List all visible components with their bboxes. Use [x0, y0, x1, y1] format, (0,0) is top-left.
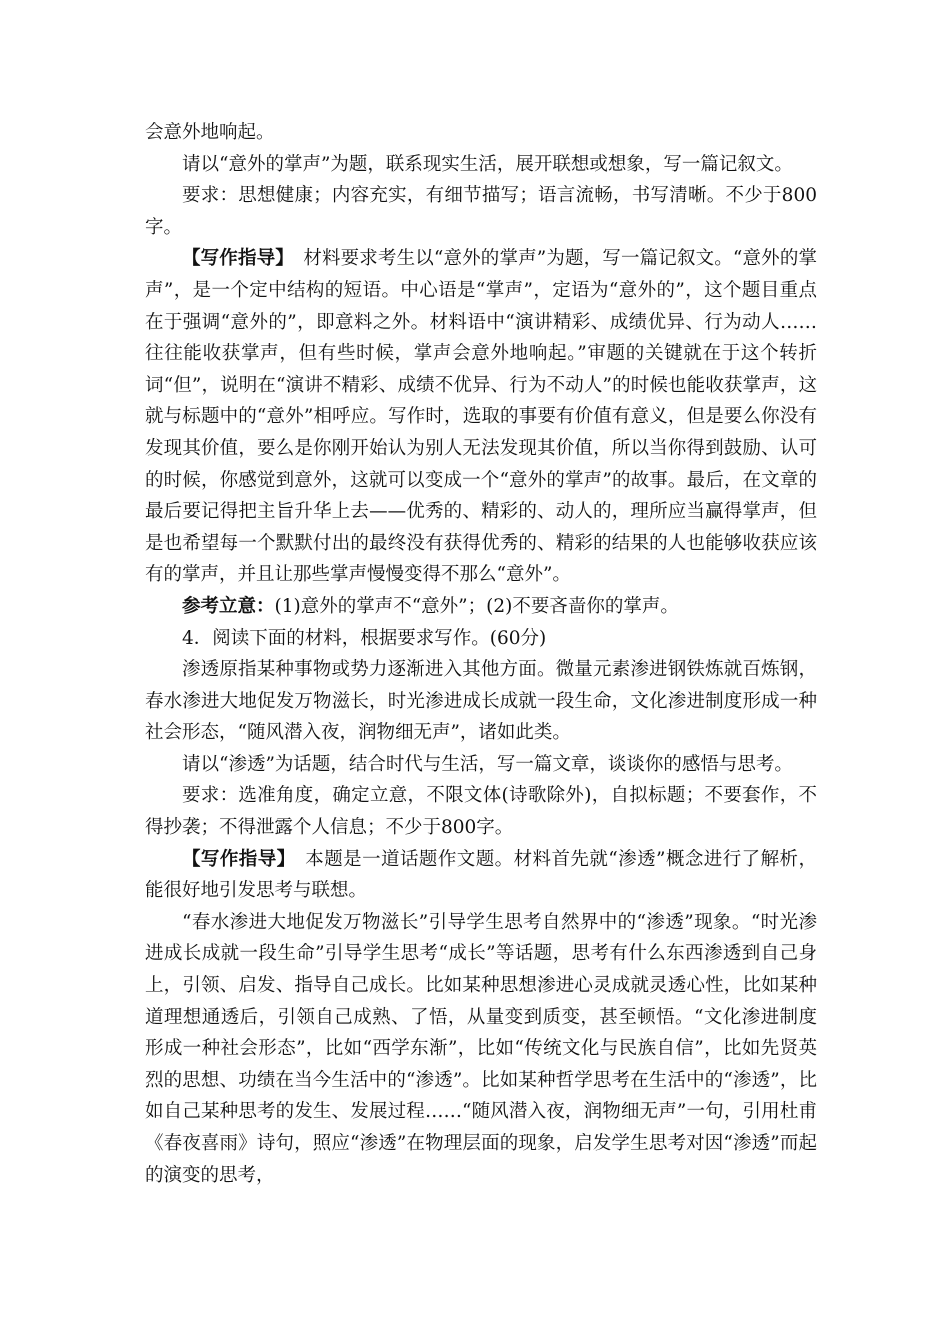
paragraph-requirements-2: 要求：选准角度，确定立意，不限文体(诗歌除外)，自拟标题；不要套作，不得抄袭；不得泄露个人信息；不少于800字。	[145, 785, 817, 839]
document-body	[145, 117, 817, 1191]
reference-idea-label: 参考立意：	[182, 595, 275, 617]
paragraph-material: 渗透原指某种事物或势力逐渐进入其他方面。微量元素渗进钢铁炼就百炼钢，春水渗进大地促发万物滋长，时光渗进成长成就一段生命，文化渗进制度形成一种社会形态，“随风潜入夜，润物细无声”，诸如此类。	[145, 659, 817, 744]
paragraph-guidance-1	[145, 243, 817, 591]
paragraph-continuation: 会意外地响起。	[145, 122, 275, 143]
reference-idea-text: (1)意外的掌声不“意外”；(2)不要吝啬你的掌声。	[274, 595, 679, 617]
guidance-text: 本题是一道话题作文题。材料首先就“渗透”概念进行了解析，能很好地引发思考与联想。	[145, 848, 817, 902]
paragraph-guidance-2	[145, 844, 817, 907]
paragraph-analysis: “春水渗进大地促发万物滋长”引导学生思考自然界中的“渗透”现象。“时光渗进成长成就一段生命”引导学生思考“成长”等话题，思考有什么东西渗透到自己身上，引领、启发、指导自己成长。比如某种思想渗进心灵成就灵透心性，比如某种道理想通透后，引领自己成熟、了悟，从量变到质变，甚至顿悟。“文化渗进制度形成一种社会形态”，比如“西学东渐”，比如“传统文化与民族自信”，比如先贤英烈的思想、功绩在当今生活中的“渗透”。比如某种哲学思考在生活中的“渗透”，比如自己某种思考的发生、发展过程……“随风潜入夜，润物细无声”一句，引用杜甫《春夜喜雨》诗句，照应“渗透”在物理层面的现象，启发学生思考对因“渗透”而起的演变的思考，	[145, 911, 817, 1186]
paragraph-prompt-1: 请以“意外的掌声”为题，联系现实生活，展开联想或想象，写一篇记叙文。	[182, 153, 793, 175]
paragraph-reference-idea	[145, 591, 817, 623]
paragraph-requirements-1: 要求：思想健康；内容充实，有细节描写；语言流畅，书写清晰。不少于800字。	[145, 185, 817, 238]
guidance-text: 材料要求考生以“意外的掌声”为题，写一篇记叙文。“意外的掌声”，是一个定中结构的短语。中心语是“掌声”，定语为“意外的”，这个题目重点在于强调“意外的”，即意料之外。材料语中“演讲精彩、成绩优异、行为动人……往往能收获掌声，但有些时候，掌声会意外地响起。”审题的关键就在于这个转折词“但”，说明在“演讲不精彩、成绩不优异、行为不动人”的时候也能收获掌声，这就与标题中的“意外”相呼应。写作时，选取的事要有价值有意义，但是要么你没有发现其价值，要么是你刚开始认为别人无法发现其价值，所以当你得到鼓励、认可的时候，你感觉到意外，这就可以变成一个“意外的掌声”的故事。最后，在文章的最后要记得把主旨升华上去——优秀的、精彩的、动人的，理所应当赢得掌声，但是也希望每一个默默付出的最终没有获得优秀的、精彩的结果的人也能够收获应该有的掌声，并且让那些掌声慢慢变得不那么“意外”。	[145, 248, 817, 586]
paragraph-prompt-2: 请以“渗透”为话题，结合时代与生活，写一篇文章，谈谈你的感悟与思考。	[182, 753, 793, 775]
guidance-label: 【写作指导】	[182, 848, 287, 870]
question-4-heading: 4．阅读下面的材料，根据要求写作。(60分)	[182, 627, 547, 649]
guidance-label: 【写作指导】	[182, 248, 285, 270]
